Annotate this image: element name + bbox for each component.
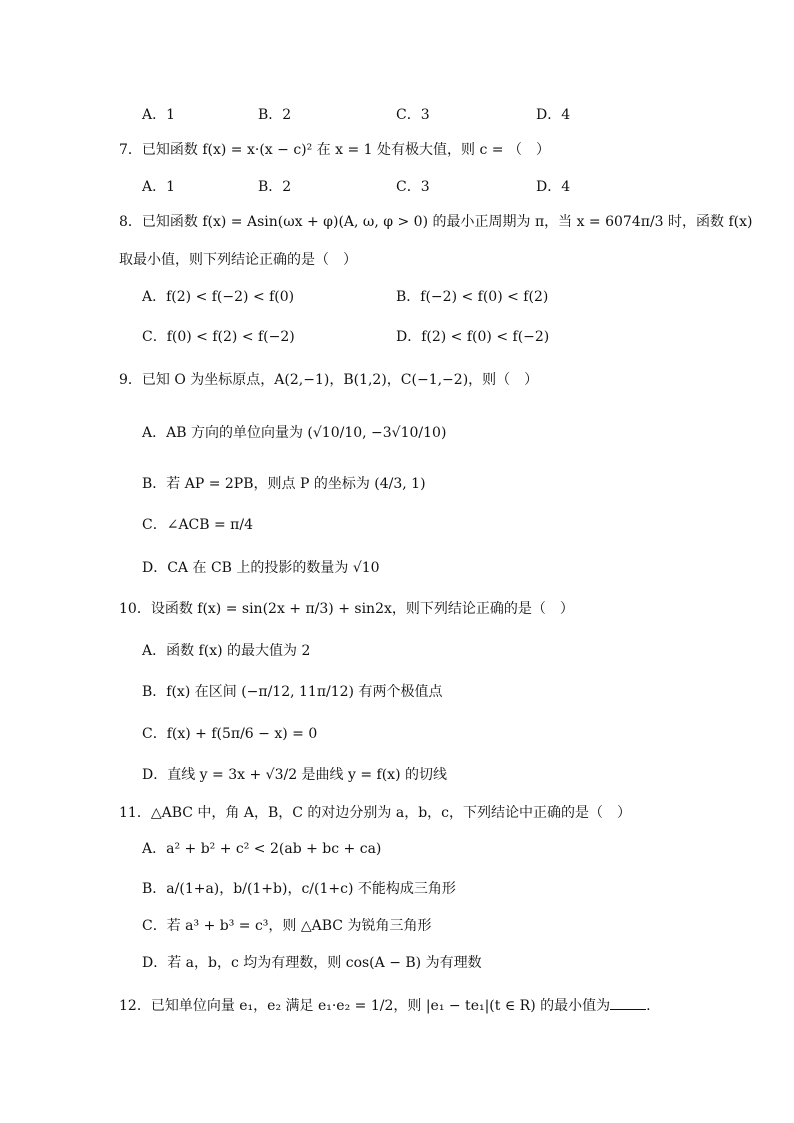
q8-stem-line2: 取最小值，则下列结论正确的是（ ） xyxy=(119,252,357,268)
option-d: D．4 xyxy=(536,107,571,123)
q10-option-a: A．函数 f(x) 的最大值为 2 xyxy=(142,643,311,659)
q12-text: 12．已知单位向量 e₁，e₂ 满足 e₁·e₂ = 1/2，则 |e₁ − te₁|(t ∈ R) 的最小值为 xyxy=(119,998,611,1014)
q11-option-a: A．a² + b² + c² < 2(ab + bc + ca) xyxy=(142,841,382,857)
q9-option-b: B．若 AP = 2PB，则点 P 的坐标为 (4/3, 1) xyxy=(142,476,426,492)
q10-stem: 10．设函数 f(x) = sin(2x + π/3) + sin2x，则下列结论正确的是（ ） xyxy=(119,601,574,617)
q10-option-d: D．直线 y = 3x + √3/2 是曲线 y = f(x) 的切线 xyxy=(142,767,447,783)
q8-option-d: D．f(2) < f(0) < f(−2) xyxy=(396,329,550,345)
q12-end: . xyxy=(646,998,651,1014)
option-c: C．3 xyxy=(396,107,430,123)
q7-option-c: C．3 xyxy=(396,179,430,195)
q6-options xyxy=(142,104,572,124)
q9-option-a: A．AB 方向的单位向量为 (√10/10, −3√10/10) xyxy=(142,425,447,441)
q8-option-c: C．f(0) < f(2) < f(−2) xyxy=(142,329,295,345)
q10-option-c: C．f(x) + f(5π/6 − x) = 0 xyxy=(142,726,318,742)
q9-option-d: D．CA 在 CB 上的投影的数量为 √10 xyxy=(142,560,380,576)
q7-option-a: A．1 xyxy=(142,179,176,195)
answer-blank xyxy=(610,995,646,1010)
q7-options xyxy=(142,176,572,196)
q11-option-b: B．a/(1+a)，b/(1+b)，c/(1+c) 不能构成三角形 xyxy=(142,881,456,897)
q11-stem: 11．△ABC 中，角 A，B，C 的对边分别为 a，b，c，下列结论中正确的是（ ） xyxy=(119,805,632,821)
q11-option-c: C．若 a³ + b³ = c³，则 △ABC 为锐角三角形 xyxy=(142,918,432,934)
q7-option-b: B．2 xyxy=(258,179,292,195)
option-a: A．1 xyxy=(142,107,176,123)
q11-option-d: D．若 a，b，c 均为有理数，则 cos(A − B) 为有理数 xyxy=(142,955,482,971)
q7-stem: 7．已知函数 f(x) = x·(x − c)² 在 x = 1 处有极大值，则 c = （ ） xyxy=(119,142,550,158)
option-b: B．2 xyxy=(258,107,292,123)
q8-stem-line1: 8．已知函数 f(x) = Asin(ωx + φ)(A, ω, φ > 0) 的最小正周期为 π，当 x = 6074π/3 时，函数 f(x) xyxy=(119,214,753,230)
q9-stem: 9．已知 O 为坐标原点，A(2,−1)，B(1,2)，C(−1,−2)，则（ ） xyxy=(119,372,539,388)
q12-stem xyxy=(119,995,651,1015)
q10-option-b: B．f(x) 在区间 (−π/12, 11π/12) 有两个极值点 xyxy=(142,684,443,700)
q9-option-c: C．∠ACB = π/4 xyxy=(142,517,254,533)
q8-option-a: A．f(2) < f(−2) < f(0) xyxy=(142,289,295,305)
q7-option-d: D．4 xyxy=(536,179,571,195)
q8-option-b: B．f(−2) < f(0) < f(2) xyxy=(396,289,549,305)
